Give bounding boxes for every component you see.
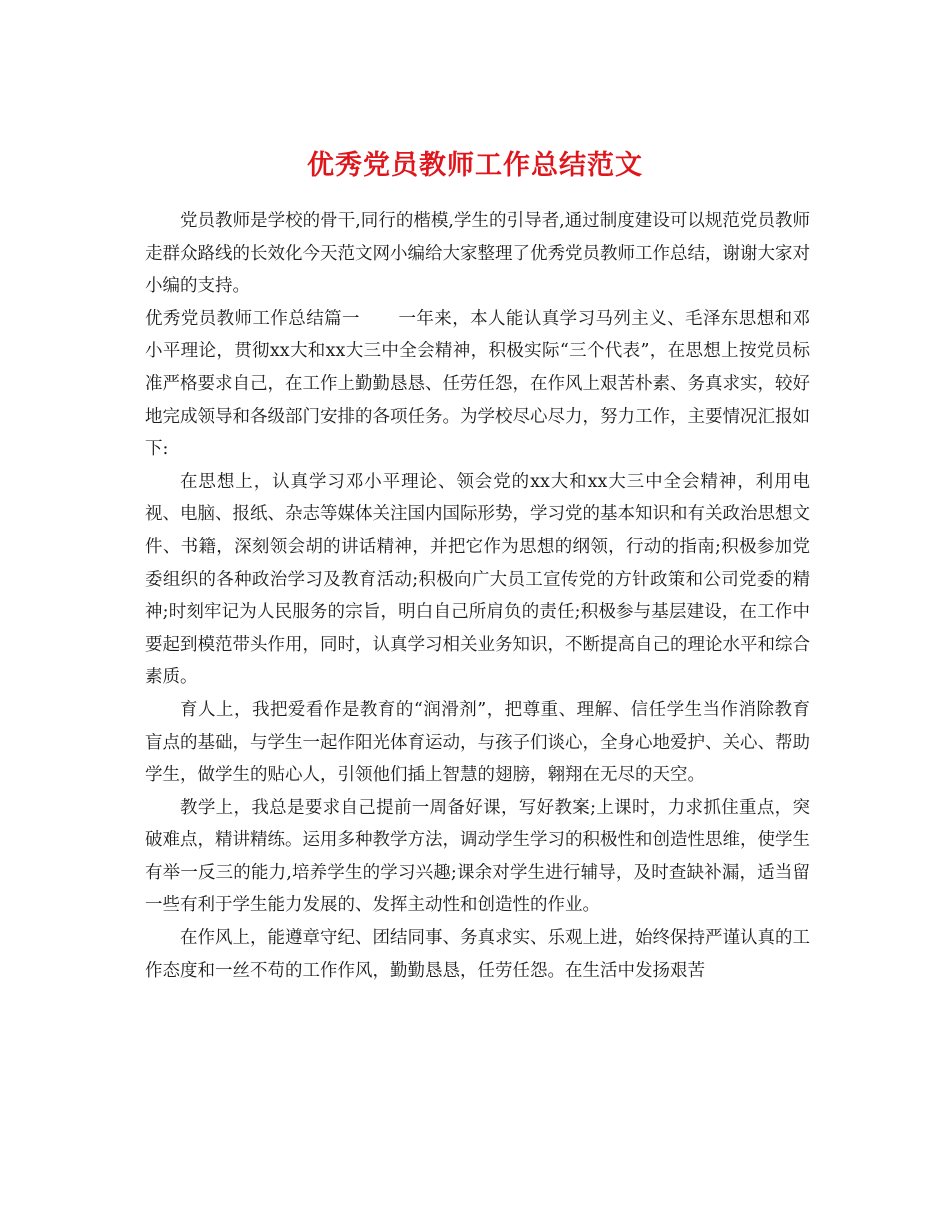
section-lead-text: 一年来，本人能认真学习马列主义、毛泽东思想和邓小平理论，贯彻xx大和xx大三中全会精神，积极实际“三个代表”，在思想上按党员标准严格要求自己，在工作上勤勤恳恳、任劳任怨，在作风上艰苦朴素、务真求实，较好地完成领导和各级部门安排的各项任务。为学校尽心尽力，努力工作，主要情况汇报如下: — [145, 308, 811, 460]
section-one-paragraph — [145, 303, 810, 466]
paragraph-education: 育人上，我把爱看作是教育的“润滑剂”，把尊重、理解、信任学生当作消除教育盲点的基础，与学生一起作阳光体育运动，与孩子们谈心，全身心地爱护、关心、帮助学生，做学生的贴心人，引领他们插上智慧的翅膀，翱翔在无尽的天空。 — [145, 699, 810, 786]
paragraph-conduct: 在作风上，能遵章守纪、团结同事、务真求实、乐观上进，始终保持严谨认真的工作态度和一丝不苟的工作作风，勤勤恳恳，任劳任怨。在生活中发扬艰苦 — [145, 928, 810, 981]
section-heading: 优秀党员教师工作总结篇一 — [145, 308, 360, 329]
intro-paragraph: 党员教师是学校的骨干,同行的楷模,学生的引导者,通过制度建设可以规范党员教师走群众路线的长效化今天范文网小编给大家整理了优秀党员教师工作总结，谢谢大家对小编的支持。 — [145, 211, 810, 297]
document-title: 优秀党员教师工作总结范文 — [307, 150, 643, 182]
paragraph-thought: 在思想上，认真学习邓小平理论、领会党的xx大和xx大三中全会精神，利用电视、电脑、报纸、杂志等媒体关注国内国际形势，学习党的基本知识和有关政治思想文件、书籍，深刻领会胡的讲话精神，并把它作为思想的纲领，行动的指南;积极参加党委组织的各种政治学习及教育活动;积极向广大员工宣传党的方针政策和公司党委的精神;时刻牢记为人民服务的宗旨，明白自己所肩负的责任;积极参与基层建设，在工作中要起到模范带头作用，同时，认真学习相关业务知识，不断提高自己的理论水平和综合素质。 — [145, 471, 810, 688]
document-body — [145, 205, 810, 987]
paragraph-teaching: 教学上，我总是要求自己提前一周备好课，写好教案;上课时，力求抓住重点，突破难点，精讲精练。运用多种教学方法，调动学生学习的积极性和创造性思维，使学生有举一反三的能力,培养学生的学习兴趣;课余对学生进行辅导，及时查缺补漏，适当留一些有利于学生能力发展的、发挥主动性和创造性的作业。 — [145, 797, 810, 916]
